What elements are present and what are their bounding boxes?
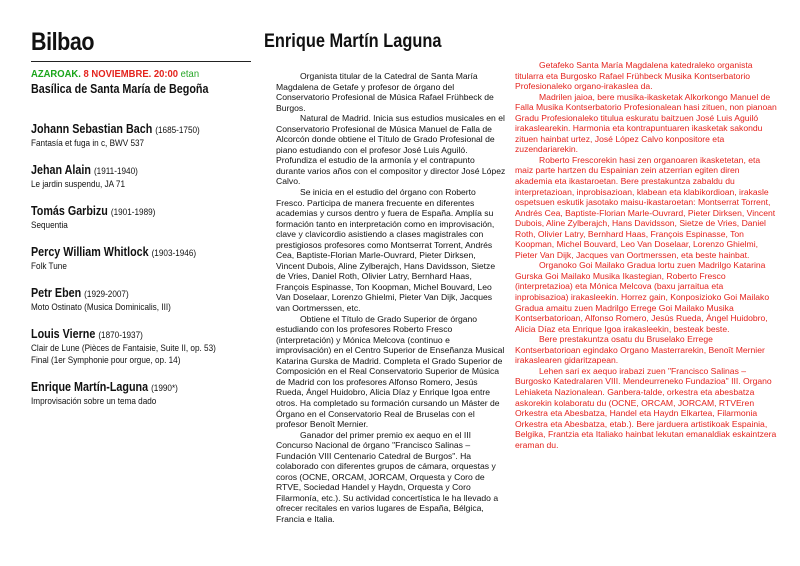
bio-paragraph: Organoko Goi Mailako Gradua lortu zuen Madrilgo Katarina Gurska Goi Mailako Musika Ikastegian, Roberto Fresco (interpretazioa) eta Mónica Melcova (baxu jarraitua eta inprobisazioa) irakasleekin. Horrez gain, Konposizioko Goi Mailako Gradua amaitu zuen Madrilgo Errege Goi Mailako Musika Kontserbatorioan, Alfonso Romero, Jesús Rueda, Ángel Huidobro, Alicia Díaz eta Enrique Igoa irakasleekin, besteak beste. <box>515 260 770 334</box>
composer-years: (1990*) <box>151 383 178 394</box>
bio-paragraph: Getafeko Santa María Magdalena katedraleko organista titularra eta Burgosko Rafael Frühbeck Musika Kontserbatorio Profesionaleko organo-irakaslea da. <box>515 60 753 92</box>
program-list <box>31 122 256 408</box>
bio-paragraph: Bere prestakuntza osatu du Bruselako Errege Kontserbatorioan egindako Organo Masterrarekin, Benoît Mernier irakaslearen gidaritzapean. <box>515 334 765 366</box>
composer: Petr Eben <box>31 286 82 300</box>
program-item <box>31 163 256 191</box>
program-item <box>31 380 256 408</box>
bio-paragraph: Se inicia en el estudio del órgano con Roberto Fresco. Participa de manera frecuente en diferentes academias y cursos dentro y fuera de España. Amplía su formación tanto en interpretación como en improvisación, clave y clavicordio asistiendo a clases magistrales con prestigiosos profesores como Montserrat Torrent, Andrés Cea, Baptiste-Florian Marle-Ouvrard, Pieter Dirksen, Vincent Dubois, Aline Zylberajch, Hans Davidsson, Sietze de Vries, Daniel Roth, Olivier Latry, Bernhard Haas, François Espinasse, Ton Koopman, Michel Bouvard, Leo Van Doselaar, Lorenzo Ghielmi, Pieter Van Dijk, Jacques van Oortmerssen, etc. <box>276 187 496 314</box>
work-title: Folk Tune <box>31 261 67 272</box>
bio-basque-column <box>515 60 777 450</box>
weekday: AZAROAK. <box>31 68 81 80</box>
time: 20:00 <box>153 68 179 80</box>
composer-years: (1901-1989) <box>110 207 156 218</box>
event-column <box>31 28 256 421</box>
date: 8 NOVIEMBRE. <box>83 68 152 80</box>
bio-spanish-column <box>264 30 506 525</box>
program-item <box>31 245 256 273</box>
bio-paragraph: Madrilen jaioa, bere musika-ikasketak Alkorkongo Manuel de Falla Musika Kontserbatorio Profesionalean hasi zituen, non pianoan Gradu Profesionaleko titulua eskuratu baitzuen José Luis Aguiló irakaslearekin. Harmonia eta kontrapuntuaren ikasketak sakondu zituen hainbat urtez, José López Calvo konpositore eta zuzendariarekin. <box>515 91 777 155</box>
bio-paragraph: Natural de Madrid. Inicia sus estudios musicales en el Conservatorio Profesional de Música Manuel de Falla de Alcorcón donde obtiene el Título de Grado Profesional de piano estudiando con el profesor José Luis Aguiló. Profundiza el estudio de la armonía y el contrapunto durante varios años con el compositor y director José López Calvo. <box>276 113 506 187</box>
composer-name <box>31 286 225 302</box>
work-title: Improvisación sobre un tema dado <box>31 396 157 407</box>
date-line <box>31 68 234 80</box>
program-item <box>31 327 256 367</box>
city-title: Bilbao <box>31 28 95 56</box>
bio-basque-text <box>515 60 777 450</box>
bio-paragraph: Roberto Frescorekin hasi zen organoaren ikasketetan, eta maiz parte hartzen du Espainian zein atzerrian egiten diren akademia eta ikastaroetan. Bere prestakuntza zabaldu du interpretazioan, inprobisazioan, klabean eta klabikordioan, irakasle ospetsuen eskutik jasotako maisu-ikastaroetan: Montserrat Torrent, Andrés Cea, Baptiste-Florian Marle-Ouvrard, Pieter Dirksen, Vincent Dubois, Aline Zylberajch, Hans Davidsson, Sietze de Vries, Daniel Roth, Olivier Latry, Bernhard Haas, François Espinasse, Ton Koopman, Michel Bouvard, Leo Van Doselaar, Lorenzo Ghielmi, Pieter Van Dijk, Jacques van Oortmerssen, eta beste hainbat. <box>515 154 776 260</box>
composer: Johann Sebastian Bach <box>31 122 153 136</box>
bio-paragraph: Lehen sari ex aequo irabazi zuen "Francisco Salinas – Burgosko Katedralaren VIII. Mendeurreneko Fundazioa" III. Organo Lehiaketa Nazionalean. Ganbera-talde, orkestra eta abesbatza askorekin kolaboratu du (OCNE, ORCAM, JORCAM, RTVEren Orkestra eta Abesbatza, Handel eta Haydn Elkartea, Filarmonia Orkestra eta Abesbatza, etab.). Bere jarduera artistikoak Espainia, Belgika, Frantzia eta Italiako hainbat lekutan emanaldiak eskaintzera eraman du. <box>515 365 777 450</box>
composer-years: (1911-1940) <box>93 166 138 177</box>
work-title: Clair de Lune (Pièces de Fantaisie, Suite II, op. 53) <box>31 343 216 354</box>
composer-name <box>31 245 225 261</box>
time-suffix: etan <box>180 68 200 80</box>
composer-years: (1929-2007) <box>84 289 129 300</box>
composer: Enrique Martín-Laguna <box>31 380 149 394</box>
composer: Percy William Whitlock <box>31 245 149 259</box>
performer-title: Enrique Martín Laguna <box>264 30 442 52</box>
work-title: Fantasía et fuga in c, BWV 537 <box>31 138 145 149</box>
composer-name <box>31 163 225 179</box>
composer-name <box>31 327 225 343</box>
composer-years: (1903-1946) <box>151 248 197 259</box>
bio-paragraph: Organista titular de la Catedral de Santa María Magdalena de Getafe y profesor de órgano del Conservatorio Profesional de Música Rafael Frühbeck de Burgos. <box>276 71 494 113</box>
composer-name <box>31 122 225 138</box>
work-title: Moto Ostinato (Musica Dominicalis, III) <box>31 302 171 313</box>
composer: Jehan Alain <box>31 163 91 177</box>
program-item <box>31 286 256 314</box>
divider <box>31 61 251 62</box>
composer: Louis Vierne <box>31 327 96 341</box>
composer-years: (1685-1750) <box>155 125 200 136</box>
bio-spanish-text <box>276 71 506 525</box>
work-title: Le jardin suspendu, JA 71 <box>31 179 126 190</box>
program-item <box>31 122 256 150</box>
program-item <box>31 204 256 232</box>
venue: Basílica de Santa María de Begoña <box>31 82 209 96</box>
composer-name <box>31 380 225 396</box>
bio-paragraph: Obtiene el Título de Grado Superior de órgano estudiando con los profesores Roberto Fresco (interpretación) y Mónica Melcova (continuo e improvisación) en el Centro Superior de Enseñanza Musical Katarina Gurska de Madrid. Completa el Grado Superior de Composición en el Real Conservatorio Superior de Música de Madrid con los profesores Alfonso Romero, Jesús Rueda, Ángel Huidobro, Alicia Díaz y Enrique Igoa entre otros. Ha completado su formación cursando un Máster de Órgano en el Conservatorio Real de Bruselas con el profesor Benoît Mernier. <box>276 313 505 430</box>
work-title: Sequentia <box>31 220 68 231</box>
composer: Tomás Garbizu <box>31 204 108 218</box>
composer-name <box>31 204 225 220</box>
composer-years: (1870-1937) <box>98 330 143 341</box>
bio-paragraph: Ganador del primer premio ex aequo en el III Concurso Nacional de órgano "Francisco Salinas – Fundación VIII Centenario Catedral de Burgos". Ha colaborado con diferentes grupos de cámara, orquestas y coros (OCNE, ORCAM, JORCAM, Orquesta y Coro de RTVE, Sociedad Handel y Haydn, Orquesta y Coro Filarmonía, etc.). Su actividad concertística le ha llevado a ofrecer recitales en varios lugares de España, Bélgica, Francia e Italia. <box>276 429 499 524</box>
work-title: Final (1er Symphonie pour orgue, op. 14) <box>31 355 181 366</box>
